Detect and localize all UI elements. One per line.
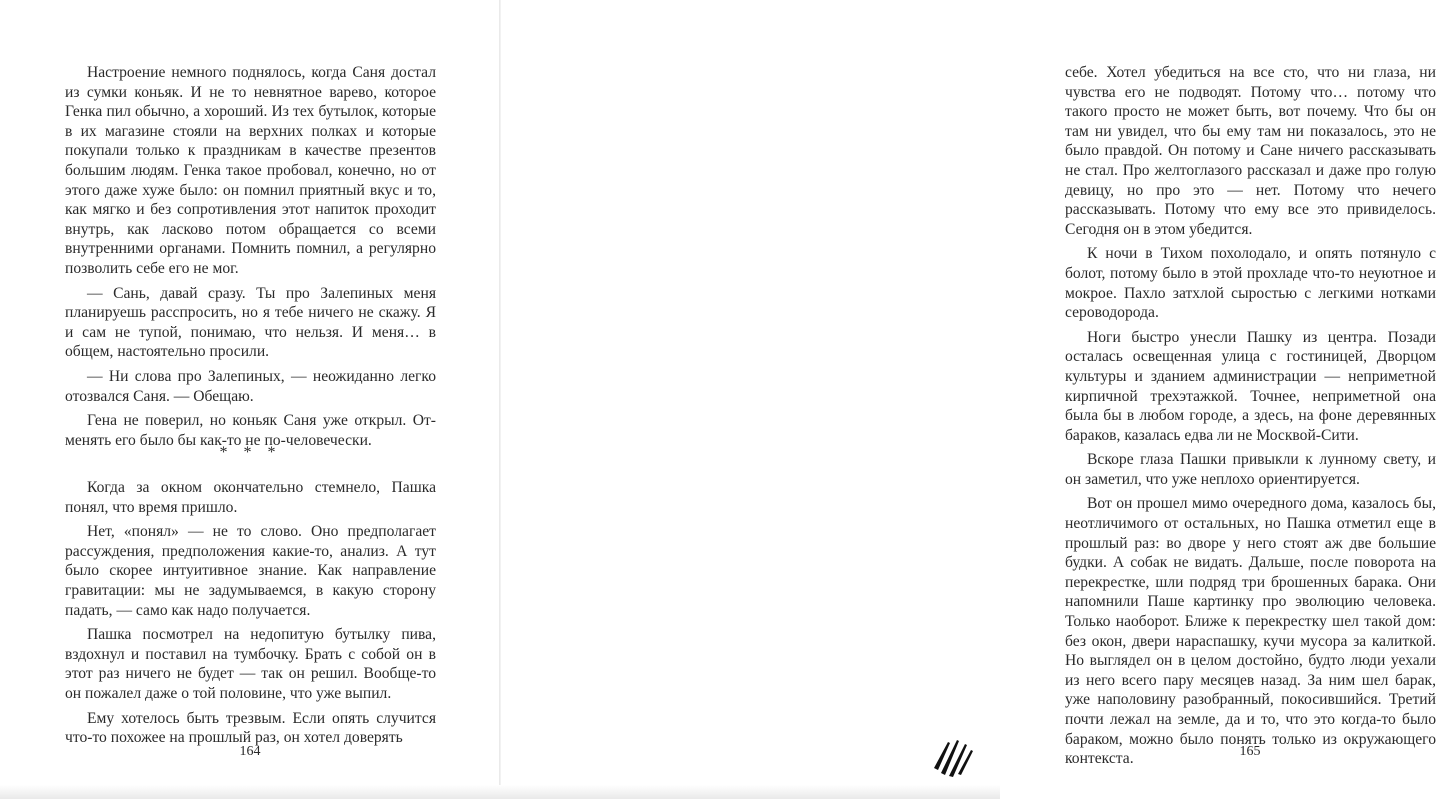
left-page-text-top [65,63,436,450]
paragraph: Гена не поверил, но коньяк Саня уже открыл. Отменять его было бы как-то не по-человечески. [65,412,436,449]
right-page [500,0,1436,799]
paragraph: Ноги быстро унесли Пашку из центра. Позади осталась освещенная улица с гостиницей, Дворцом культуры и зданием администрации — неприметной кирпичной трехэтажкой. Точнее, неприметной она была бы в любом городе, а здесь, на фоне деревянных бараков, казалась едва ли не Москвой-Сити. [1065,328,1436,444]
left-page-text-bottom [65,478,436,748]
paragraph: Настроение немного поднялось, когда Саня достал из сумки коньяк. И не то невнятное варево, которое Генка пил обычно, а хороший. Из тех бутылок, которые в их магазине стояли на верхних полках и которые покупали только к праздникам в качестве презентов большим людям. Генка такое пробовал, конечно, но от этого даже хуже было: он помнил приятный вкус и то, как мягко и без сопротивления этот напиток проходит внутрь, как ласково потом обращается со всеми внутренними органами. Помнить помнил, а регулярно позволить себе его не мог. [65,64,436,277]
paragraph: К ночи в Тихом похолодало, и опять потянуло с болот, потому было в этой прохладе что-то неуютное и мокрое. Пахло затхлой сыростью с легкими нотками сероводорода. [1065,245,1436,322]
paragraph: Вот он прошел мимо очередного дома, казалось бы, неотличимого от остальных, но Пашка отметил еще в прошлый раз: во дворе у него стоят аж две большие будки. А собак не видать. Дальше, после поворота на перекрестке, шли подряд три брошенных барака. Они напомнили Паше картинку про эволюцию человека. Только наоборот. Ближе к перекрестку шел такой дом: без окон, двери нараспашку, кучи мусора за калиткой. Но выглядел он в целом достойно, будто люди уехали из него всего пару месяцев назад. За ним шел барак, уже наполовину разобранный, покосившийся. Третий почти лежал на земле, да и то, что это когда-то было бараком, можно было понять только из окружающего контекста. [1065,495,1436,768]
paragraph: себе. Хотел убедиться на все сто, что ни глаза, ни чувства его не подводят. Потому что… потому что такого просто не может быть, вот почему. Что бы он там ни увидел, что бы ему там ни показалось, это не было правдой. Он потому и Сане ничего рассказывать не стал. Про желтоглазого рассказал и даже про голую девицу, но про это — нет. Потому что нечего рассказывать. Потому что ему все это привиделось. Сегодня он в этом убедится. [1065,64,1436,238]
section-separator: * * * [219,444,282,461]
paragraph: — Сань, давай сразу. Ты про Залепиных меня планируешь расспросить, но я тебе ничего не скажу. Я и сам не тупой, понимаю, что нельзя. И меня… в общем, настоятельно просили. [65,284,436,361]
claw-marks-icon [930,728,976,778]
paragraph: — Ни слова про Залепиных, — неожиданно легко отозвался Саня. — Обещаю. [65,367,436,405]
page-number-left: 164 [239,744,261,759]
paragraph: Пашка посмотрел на недопитую бутылку пива, вздохнул и поставил на тумбочку. Брать с собой он в этот раз ничего не будет — так он решил. Вообще-то он пожалел даже о той половине, что уже выпил. [65,626,436,702]
page-number-right: 165 [1239,744,1261,759]
left-page [0,0,500,799]
paragraph: Вскоре глаза Пашки привыкли к лунному свету, и он заметил, что уже неплохо ориентируется. [1065,451,1436,488]
paragraph: Ему хотелось быть трезвым. Если опять случится что-то похожее на прошлый раз, он хотел доверять [65,709,436,747]
paragraph: Когда за окном окончательно стемнело, Пашка понял, что время пришло. [65,479,436,516]
paragraph: Нет, «понял» — не то слово. Оно предполагает рассуждения, предположения какие-то, анализ. А тут было скорее интуитивное знание. Как направление гравитации: мы не задумываемся, в какую сторону падать, — само как надо получается. [65,523,436,619]
page-bottom-edge [0,785,1000,799]
right-page-text [1065,63,1436,769]
